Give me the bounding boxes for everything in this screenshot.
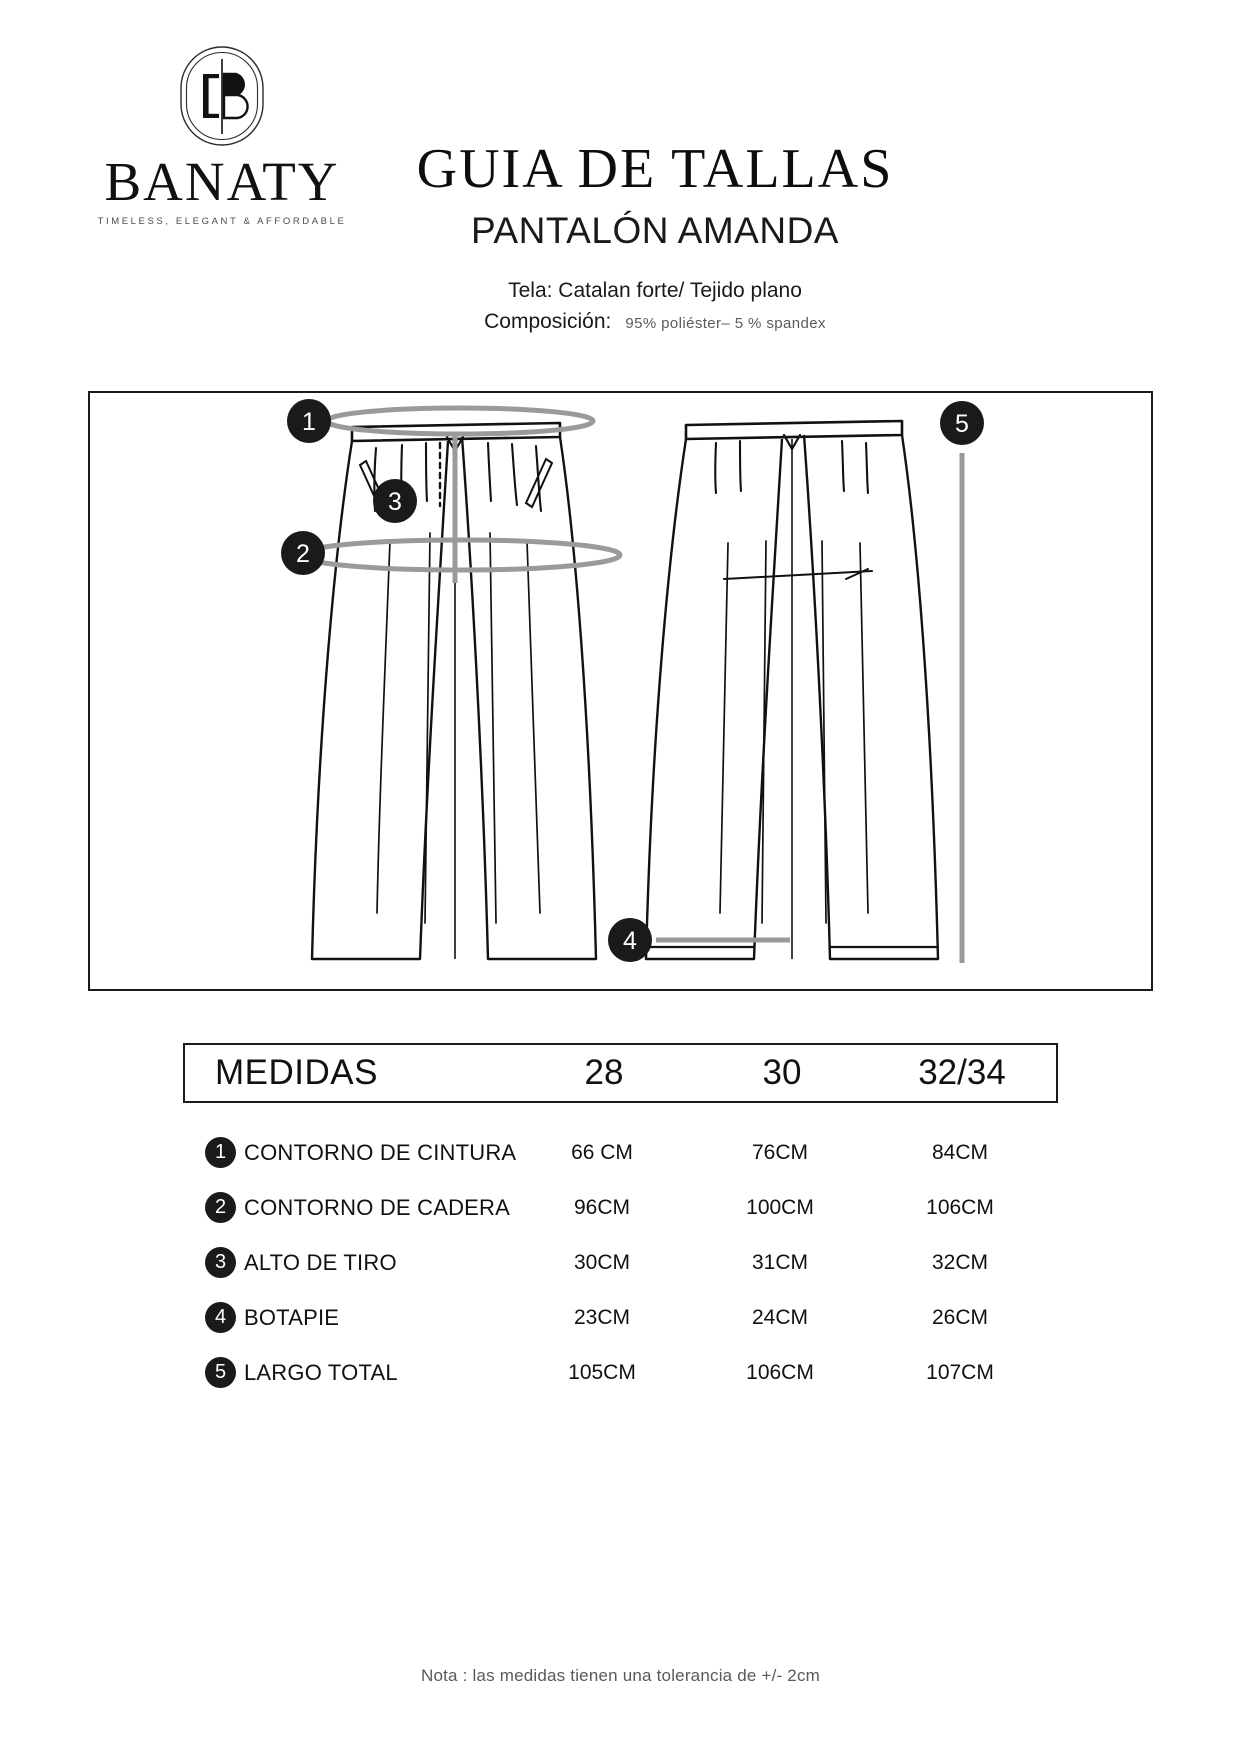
- value-28: 66 CM: [571, 1140, 633, 1164]
- row-label-cell: [183, 1247, 513, 1278]
- callout-2-number: 2: [296, 540, 310, 568]
- composition-line: [330, 308, 980, 335]
- table-header-label: MEDIDAS: [215, 1053, 378, 1092]
- row-label-cell: [183, 1192, 513, 1223]
- value-3234: 26CM: [931, 1305, 989, 1329]
- callout-2: [281, 531, 325, 575]
- value-3234: 32CM: [931, 1250, 989, 1274]
- measurement-name: CONTORNO DE CADERA: [244, 1194, 510, 1220]
- row-badge-2: 2: [205, 1192, 236, 1223]
- table-header-size-3234: 32/34: [918, 1053, 1006, 1092]
- fabric-line: Tela: Catalan forte/ Tejido plano: [508, 279, 802, 303]
- brand-tagline: TIMELESS, ELEGANT & AFFORDABLE: [97, 216, 347, 227]
- page-title: GUIA DE TALLAS: [416, 138, 894, 200]
- value-30: 76CM: [751, 1140, 809, 1164]
- table-header-row: [183, 1043, 1058, 1103]
- value-3234: 107CM: [926, 1360, 994, 1384]
- measurements-table: [183, 1043, 1058, 1400]
- value-28: 96CM: [573, 1195, 631, 1219]
- table-row: [183, 1180, 1058, 1235]
- row-label-cell: [183, 1357, 513, 1388]
- table-header-size-30: 30: [762, 1053, 802, 1092]
- value-30: 100CM: [746, 1195, 814, 1219]
- composition-value: 95% poliéster– 5 % spandex: [625, 314, 826, 332]
- callout-5-number: 5: [955, 410, 969, 438]
- brand-monogram-icon: [174, 42, 270, 150]
- callout-1-number: 1: [302, 408, 316, 436]
- brand-name: BANATY: [104, 151, 340, 212]
- row-label-cell: [183, 1302, 513, 1333]
- row-badge-1: 1: [205, 1137, 236, 1168]
- row-badge-5: 5: [205, 1357, 236, 1388]
- measurement-name: BOTAPIE: [244, 1304, 340, 1330]
- value-30: 31CM: [751, 1250, 809, 1274]
- measurement-name: ALTO DE TIRO: [244, 1249, 397, 1275]
- composition-label: Composición:: [484, 309, 612, 333]
- pants-technical-drawing: [90, 393, 1151, 989]
- value-30: 106CM: [746, 1360, 814, 1384]
- callout-3: [373, 479, 417, 523]
- technical-illustration-panel: [88, 391, 1153, 991]
- measurement-name: LARGO TOTAL: [244, 1359, 398, 1385]
- page-header: [0, 0, 1241, 380]
- row-badge-4: 4: [205, 1302, 236, 1333]
- value-28: 30CM: [573, 1250, 631, 1274]
- callout-3-number: 3: [388, 488, 402, 516]
- waist-guide-ellipse: [327, 408, 593, 434]
- tolerance-note: Nota : las medidas tienen una tolerancia de +/- 2cm: [420, 1666, 821, 1685]
- row-label-cell: [183, 1137, 517, 1168]
- row-badge-3: 3: [205, 1247, 236, 1278]
- table-row: [183, 1345, 1058, 1400]
- value-30: 24CM: [751, 1305, 809, 1329]
- table-row: [183, 1235, 1058, 1290]
- title-block: [330, 140, 980, 335]
- measurement-name: CONTORNO DE CINTURA: [244, 1139, 517, 1165]
- callout-4: [608, 918, 652, 962]
- value-3234: 84CM: [931, 1140, 989, 1164]
- back-view: [646, 421, 938, 959]
- value-28: 23CM: [573, 1305, 631, 1329]
- value-28: 105CM: [568, 1360, 636, 1384]
- table-body: [183, 1125, 1058, 1400]
- callout-4-number: 4: [623, 927, 637, 955]
- table-row: [183, 1125, 1058, 1180]
- table-row: [183, 1290, 1058, 1345]
- callout-5: [940, 401, 984, 445]
- hip-guide-ellipse: [300, 540, 620, 570]
- callout-1: [287, 399, 331, 443]
- table-header-size-28: 28: [584, 1053, 624, 1092]
- page-subtitle: PANTALÓN AMANDA: [471, 209, 839, 251]
- value-3234: 106CM: [926, 1195, 994, 1219]
